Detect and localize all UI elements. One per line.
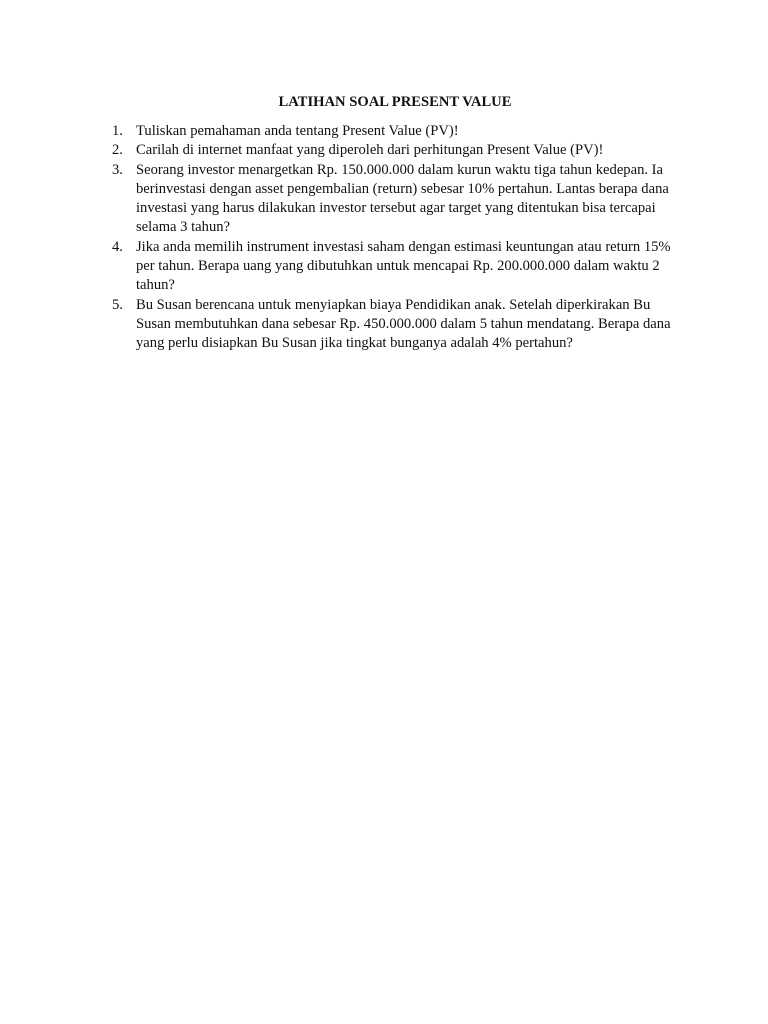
question-number: 1. xyxy=(112,123,123,139)
list-item-question-2 xyxy=(104,141,684,160)
question-number: 2. xyxy=(112,142,123,159)
list-item-question-3 xyxy=(104,161,684,238)
question-number: 3. xyxy=(112,161,123,178)
document-title: LATIHAN SOAL PRESENT VALUE xyxy=(278,94,512,110)
list-item-question-4 xyxy=(104,238,684,296)
list-item-question-1 xyxy=(104,122,684,141)
question-number: 5. xyxy=(112,296,123,313)
question-text: Jika anda memilih instrument investasi saham dengan estimasi keuntungan atau return 15% per tahun. Berapa uang yang dibutuhkan untuk mencapai Rp. 200.000.000 dalam waktu 2 tahun? xyxy=(136,238,671,294)
question-number: 4. xyxy=(112,238,123,255)
question-list xyxy=(104,122,684,354)
question-text: Bu Susan berencana untuk menyiapkan biaya Pendidikan anak. Setelah diperkirakan Bu Susan membutuhkan dana sebesar Rp. 450.000.000 dalam 5 tahun mendatang. Berapa dana yang perlu disiapkan Bu Susan jika tingkat bunganya adalah 4% pertahun? xyxy=(136,296,671,352)
question-text: Carilah di internet manfaat yang diperoleh dari perhitungan Present Value (PV)! xyxy=(136,142,604,159)
list-item-question-5 xyxy=(104,296,684,354)
question-text: Seorang investor menargetkan Rp. 150.000.000 dalam kurun waktu tiga tahun kedepan. Ia berinvestasi dengan asset pengembalian (return) sebesar 10% pertahun. Lantas berapa dana investasi yang harus dilakukan investor tersebut agar target yang ditentukan bisa tercapai selama 3 tahun? xyxy=(136,161,669,236)
question-text: Tuliskan pemahaman anda tentang Present Value (PV)! xyxy=(136,123,459,139)
